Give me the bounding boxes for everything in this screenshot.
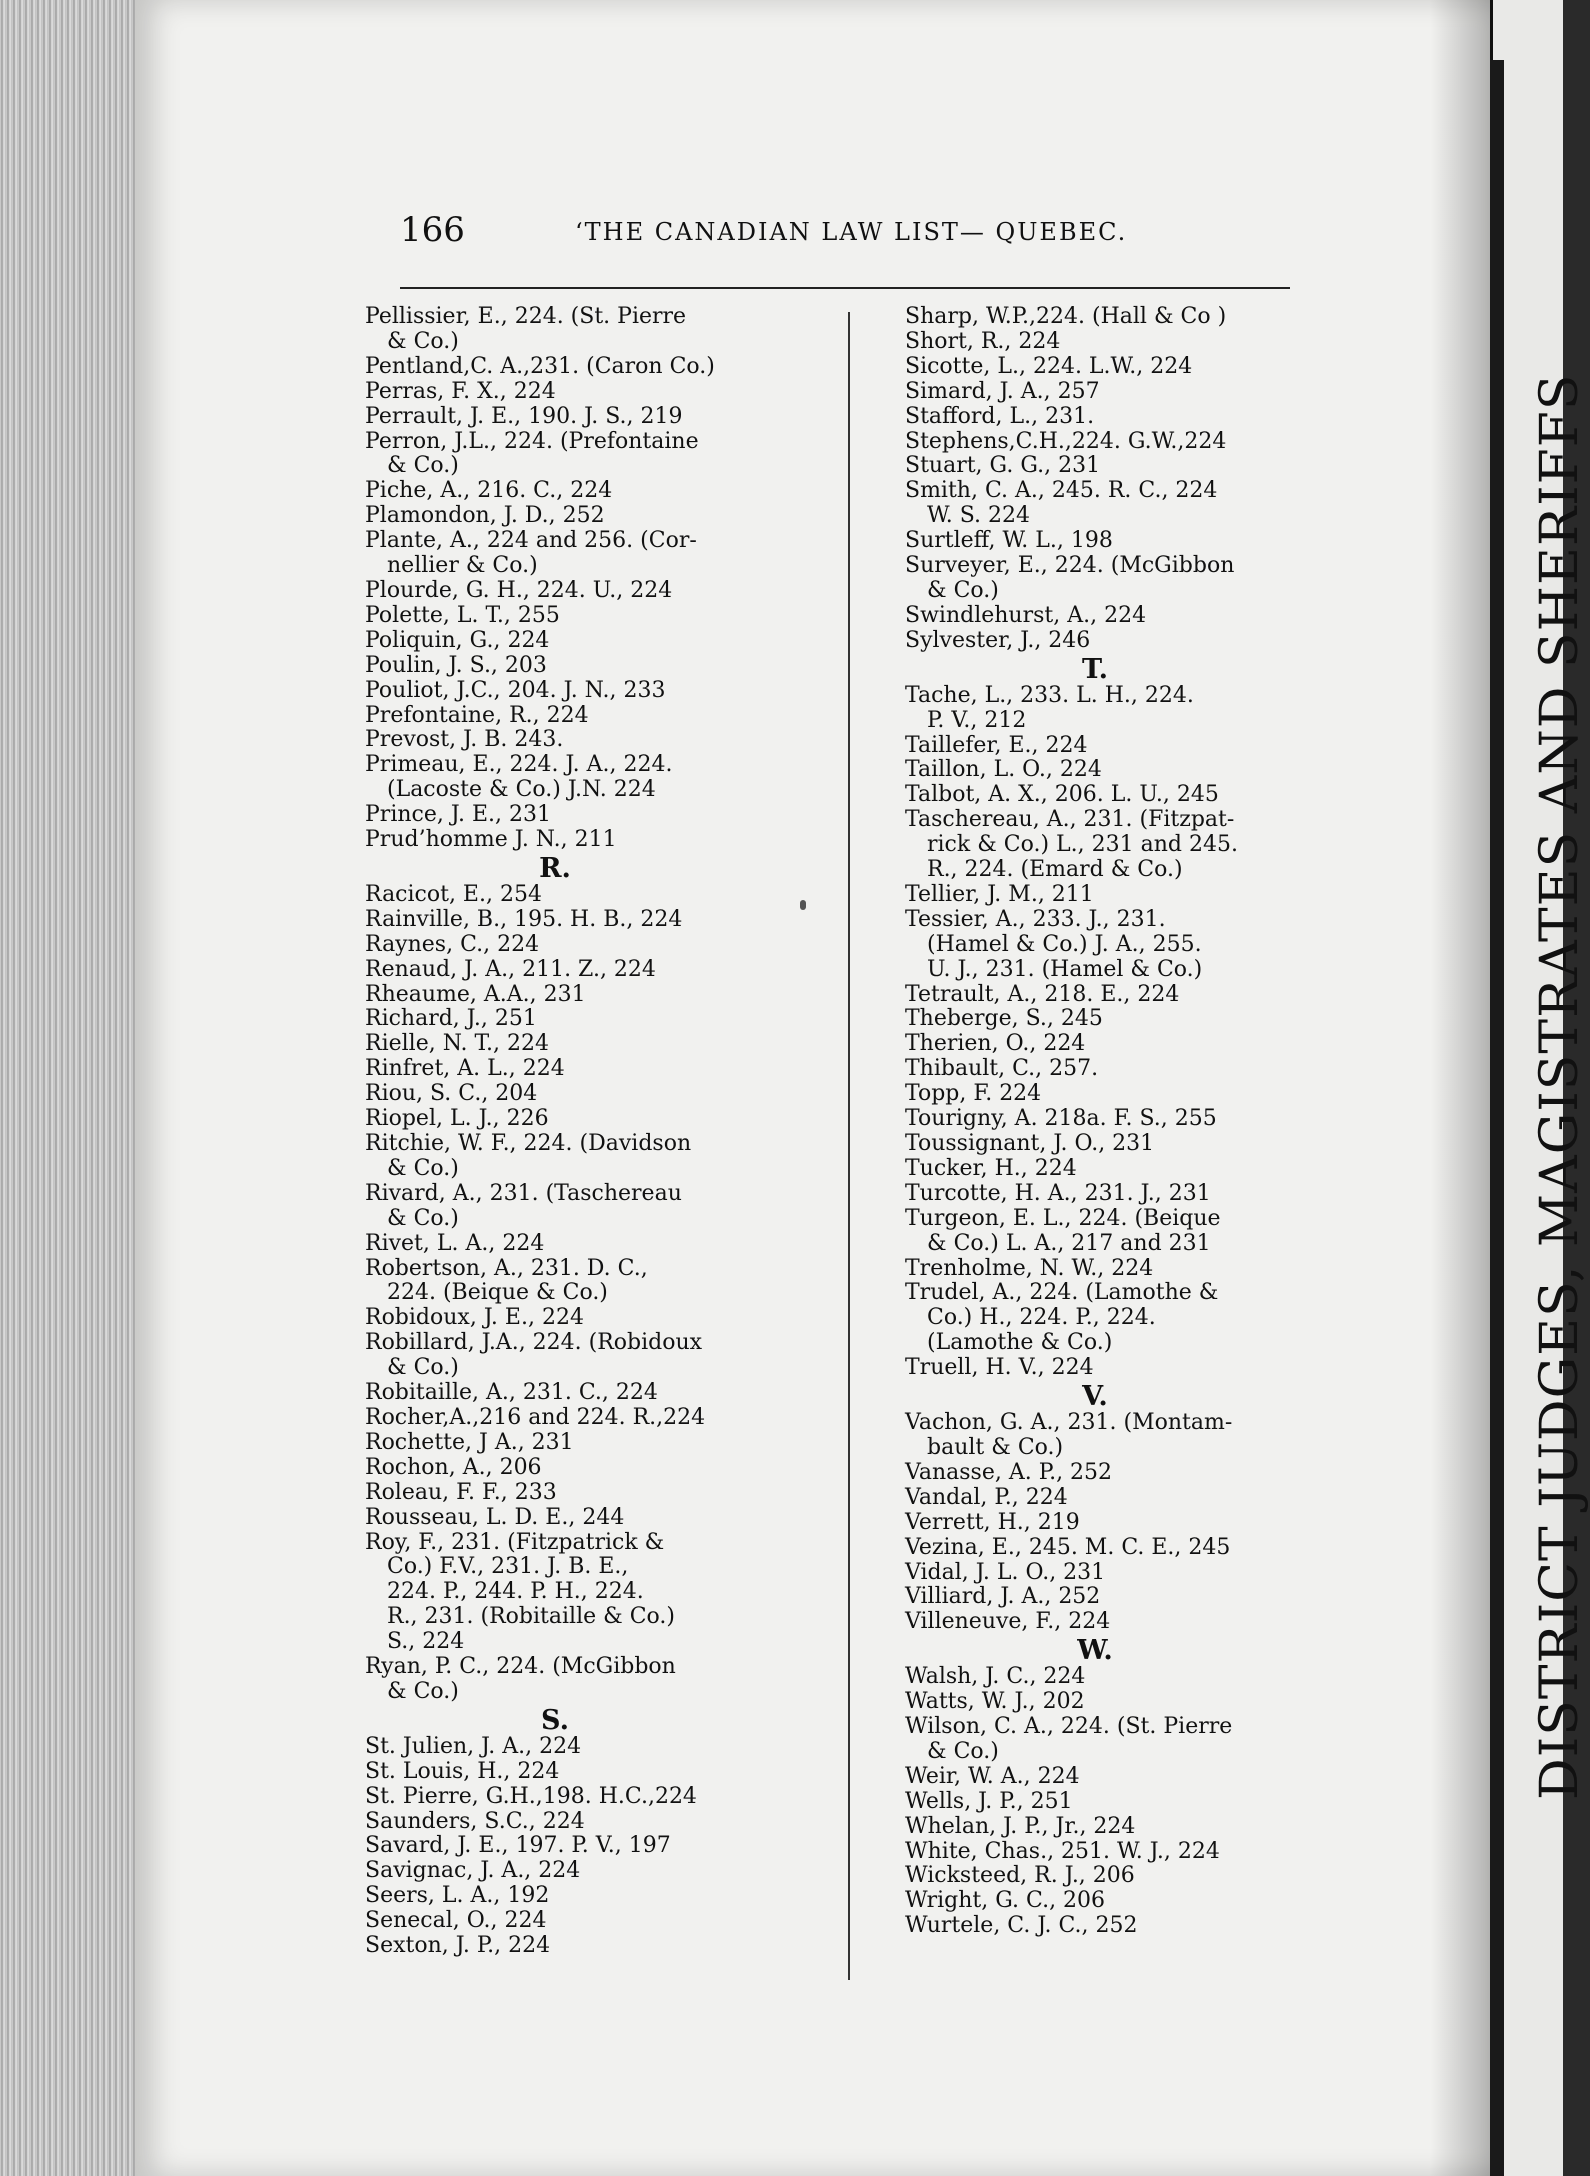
index-entry: Watts, W. J., 202 (905, 1689, 1085, 1715)
index-entry: Turcotte, H. A., 231. J., 231 (905, 1180, 1211, 1206)
index-entry: Stuart, G. G., 231 (905, 453, 1101, 479)
index-entry: Pouliot, J.C., 204. J. N., 233 (365, 677, 666, 703)
index-entry: Weir, W. A., 224 (905, 1763, 1080, 1789)
index-entry: Taillefer, E., 224 (905, 732, 1088, 758)
index-entry: Senecal, O., 224 (365, 1908, 547, 1934)
index-entry: Trenholme, N. W., 224 (905, 1255, 1154, 1281)
index-entry: Taillon, L. O., 224 (905, 757, 1102, 783)
facing-page-vertical-title: DISTRICT JUDGES, MAGISTRATES AND SHERIFFS (1530, 373, 1590, 1800)
index-entry: Rinfret, A. L., 224 (365, 1056, 565, 1082)
index-entry: Plourde, G. H., 224. U., 224 (365, 577, 673, 603)
index-entry: Prince, J. E., 231 (365, 802, 551, 828)
page-number: 166 (400, 210, 465, 250)
index-entry: Wicksteed, R. J., 206 (905, 1863, 1135, 1889)
index-entry: Roleau, F. F., 233 (365, 1479, 557, 1505)
index-entry: Perras, F. X., 224 (365, 378, 556, 404)
index-entry-continuation: 224. P., 244. P. H., 224. (387, 1579, 644, 1605)
index-entry: Tessier, A., 233. J., 231. (905, 906, 1166, 932)
index-entry: Riopel, L. J., 226 (365, 1106, 549, 1132)
index-entry: Vandal, P., 224 (905, 1484, 1068, 1510)
index-entry-continuation: & Co.) (927, 577, 999, 603)
index-entry-continuation: Co.) F.V., 231. J. B. E., (387, 1554, 629, 1580)
index-entry: Robitaille, A., 231. C., 224 (365, 1380, 658, 1406)
index-entry-continuation: U. J., 231. (Hamel & Co.) (927, 956, 1203, 982)
index-entry: Poulin, J. S., 203 (365, 652, 547, 678)
index-entry-continuation: (Lamothe & Co.) (927, 1330, 1113, 1356)
index-entry-continuation: S., 224 (387, 1629, 465, 1655)
index-entry: Simard, J. A., 257 (905, 378, 1100, 404)
index-entry: Short, R., 224 (905, 328, 1061, 354)
index-entry-continuation: & Co.) (387, 453, 459, 479)
index-entry: White, Chas., 251. W. J., 224 (905, 1838, 1220, 1864)
index-entry: Thibault, C., 257. (905, 1056, 1099, 1082)
index-entry: Vachon, G. A., 231. (Montam- (905, 1410, 1233, 1436)
index-entry-continuation: R., 224. (Emard & Co.) (927, 857, 1183, 883)
index-entry-continuation: & Co.) (387, 1355, 459, 1381)
index-entry: Tourigny, A. 218a. F. S., 255 (905, 1106, 1217, 1132)
index-entry: Therien, O., 224 (905, 1031, 1086, 1057)
index-entry: Wright, G. C., 206 (905, 1888, 1106, 1914)
index-entry: Theberge, S., 245 (905, 1006, 1103, 1032)
index-entry-continuation: 224. (Beique & Co.) (387, 1280, 608, 1306)
page-edges (0, 0, 150, 2176)
index-entry: Primeau, E., 224. J. A., 224. (365, 752, 673, 778)
index-entry-continuation: & Co.) (927, 1738, 999, 1764)
scan-speck (800, 900, 806, 910)
index-entry: Savignac, J. A., 224 (365, 1858, 581, 1884)
index-entry: Rousseau, L. D. E., 244 (365, 1504, 625, 1530)
index-entry: Seers, L. A., 192 (365, 1883, 550, 1909)
spine-shadow (1430, 0, 1490, 2176)
index-entry-continuation: & Co.) (387, 1205, 459, 1231)
index-entry-continuation: P. V., 212 (927, 707, 1027, 733)
index-entry: Topp, F. 224 (905, 1081, 1042, 1107)
index-entry: Rochette, J A., 231 (365, 1429, 574, 1455)
index-entry: Surveyer, E., 224. (McGibbon (905, 553, 1235, 579)
index-entry: Saunders, S.C., 224 (365, 1808, 585, 1834)
index-entry: Talbot, A. X., 206. L. U., 245 (905, 782, 1219, 808)
index-entry: Villeneuve, F., 224 (905, 1609, 1111, 1635)
index-entry: Robillard, J.A., 224. (Robidoux (365, 1330, 703, 1356)
index-entry: Rielle, N. T., 224 (365, 1031, 549, 1057)
index-entry: Robertson, A., 231. D. C., (365, 1255, 648, 1281)
index-entry: Raynes, C., 224 (365, 931, 540, 957)
index-entry-continuation: (Lacoste & Co.) J.N. 224 (387, 777, 656, 803)
section-letter: R. (539, 852, 571, 884)
index-entry: Toussignant, J. O., 231 (905, 1131, 1155, 1156)
header-rule (400, 287, 1290, 289)
index-entry: Rivard, A., 231. (Taschereau (365, 1180, 682, 1206)
index-entry: Stephens,C.H.,224. G.W.,224 (905, 428, 1227, 454)
index-entry-continuation: & Co.) (387, 328, 459, 354)
index-entry: Sylvester, J., 246 (905, 627, 1091, 653)
index-entry-continuation: rick & Co.) L., 231 and 245. (927, 832, 1238, 858)
index-entry: Sharp, W.P.,224. (Hall & Co ) (905, 304, 1227, 329)
index-entry: Walsh, J. C., 224 (905, 1664, 1086, 1690)
facing-page-edge (1490, 60, 1504, 2176)
index-entry: Prud’homme J. N., 211 (365, 827, 617, 853)
index-entry-continuation: (Hamel & Co.) J. A., 255. (927, 931, 1202, 957)
book-page (135, 0, 1490, 2176)
index-entry: Taschereau, A., 231. (Fitzpat- (905, 807, 1235, 833)
index-entry: Stafford, L., 231. (905, 403, 1095, 429)
right-column (905, 305, 1285, 1939)
index-entry: Rocher,A.,216 and 224. R.,224 (365, 1404, 706, 1430)
index-entry-continuation: R., 231. (Robitaille & Co.) (387, 1604, 675, 1630)
section-letter: S. (541, 1704, 569, 1736)
index-entry: Wells, J. P., 251 (905, 1788, 1073, 1814)
index-entry: Ryan, P. C., 224. (McGibbon (365, 1654, 676, 1680)
index-entry: Turgeon, E. L., 224. (Beique (905, 1205, 1221, 1231)
index-entry-continuation: & Co.) L. A., 217 and 231 (927, 1230, 1211, 1256)
index-entry: Vezina, E., 245. M. C. E., 245 (905, 1534, 1231, 1560)
index-entry: St. Louis, H., 224 (365, 1758, 560, 1784)
page-header (400, 210, 1300, 270)
index-entry: Surtleff, W. L., 198 (905, 528, 1113, 554)
index-entry: Perrault, J. E., 190. J. S., 219 (365, 403, 683, 429)
index-entry: St. Pierre, G.H.,198. H.C.,224 (365, 1783, 697, 1809)
index-entry: Prefontaine, R., 224 (365, 702, 589, 728)
index-entry: Swindlehurst, A., 224 (905, 602, 1147, 628)
column-divider (848, 312, 850, 1980)
index-entry: Ritchie, W. F., 224. (Davidson (365, 1131, 692, 1156)
index-entry: Pellissier, E., 224. (St. Pierre (365, 304, 687, 329)
index-entry-continuation: W. S. 224 (927, 503, 1031, 529)
index-entry-continuation: bault & Co.) (927, 1434, 1064, 1460)
index-entry: Wilson, C. A., 224. (St. Pierre (905, 1714, 1233, 1740)
index-entry: Rivet, L. A., 224 (365, 1230, 545, 1256)
index-entry: Sexton, J. P., 224 (365, 1933, 551, 1959)
index-entry-continuation: & Co.) (387, 1678, 459, 1704)
index-entry: Perron, J.L., 224. (Prefontaine (365, 428, 699, 454)
index-entry: Savard, J. E., 197. P. V., 197 (365, 1833, 671, 1859)
index-entry: Wurtele, C. J. C., 252 (905, 1913, 1138, 1939)
section-letter: T. (1081, 653, 1108, 685)
index-entry: Whelan, J. P., Jr., 224 (905, 1813, 1136, 1839)
index-entry: Vidal, J. L. O., 231 (905, 1559, 1106, 1585)
index-entry: Tucker, H., 224 (905, 1155, 1077, 1181)
section-letter: W. (1077, 1635, 1113, 1667)
index-entry: Pentland,C. A.,231. (Caron Co.) (365, 353, 715, 379)
index-entry: Plante, A., 224 and 256. (Cor- (365, 528, 697, 554)
index-entry: Plamondon, J. D., 252 (365, 503, 605, 529)
index-entry: Verrett, H., 219 (905, 1509, 1080, 1535)
index-entry-continuation: & Co.) (387, 1155, 459, 1181)
index-entry: Truell, H. V., 224 (905, 1355, 1094, 1381)
index-entry: Polette, L. T., 255 (365, 602, 560, 628)
index-entry: Villiard, J. A., 252 (905, 1584, 1101, 1610)
index-entry: Roy, F., 231. (Fitzpatrick & (365, 1529, 665, 1555)
index-entry-continuation: Co.) H., 224. P., 224. (927, 1305, 1156, 1331)
index-entry: Sicotte, L., 224. L.W., 224 (905, 353, 1193, 379)
index-entry: Rochon, A., 206 (365, 1454, 542, 1480)
index-entry: Vanasse, A. P., 252 (905, 1459, 1113, 1485)
index-entry: Prevost, J. B. 243. (365, 727, 564, 753)
index-entry: Piche, A., 216. C., 224 (365, 478, 613, 504)
index-entry: Tetrault, A., 218. E., 224 (905, 981, 1180, 1007)
index-entry: Richard, J., 251 (365, 1006, 537, 1032)
index-entry: Tellier, J. M., 211 (905, 881, 1094, 907)
index-entry: Renaud, J. A., 211. Z., 224 (365, 956, 656, 982)
index-entry: Tache, L., 233. L. H., 224. (905, 682, 1194, 708)
index-entry-continuation: nellier & Co.) (387, 553, 538, 579)
index-entry: Rainville, B., 195. H. B., 224 (365, 906, 683, 932)
index-entry: Smith, C. A., 245. R. C., 224 (905, 478, 1218, 504)
running-title: ‘THE CANADIAN LAW LIST— QUEBEC. (575, 218, 1128, 246)
index-entry: Trudel, A., 224. (Lamothe & (905, 1280, 1219, 1306)
index-entry: Rheaume, A.A., 231 (365, 981, 586, 1007)
index-entry: Poliquin, G., 224 (365, 627, 550, 653)
left-column (365, 305, 745, 1959)
index-entry: Robidoux, J. E., 224 (365, 1305, 584, 1331)
index-entry: Racicot, E., 254 (365, 881, 542, 907)
index-entry: Riou, S. C., 204 (365, 1081, 538, 1107)
index-entry: St. Julien, J. A., 224 (365, 1733, 582, 1759)
section-letter: V. (1082, 1381, 1108, 1413)
